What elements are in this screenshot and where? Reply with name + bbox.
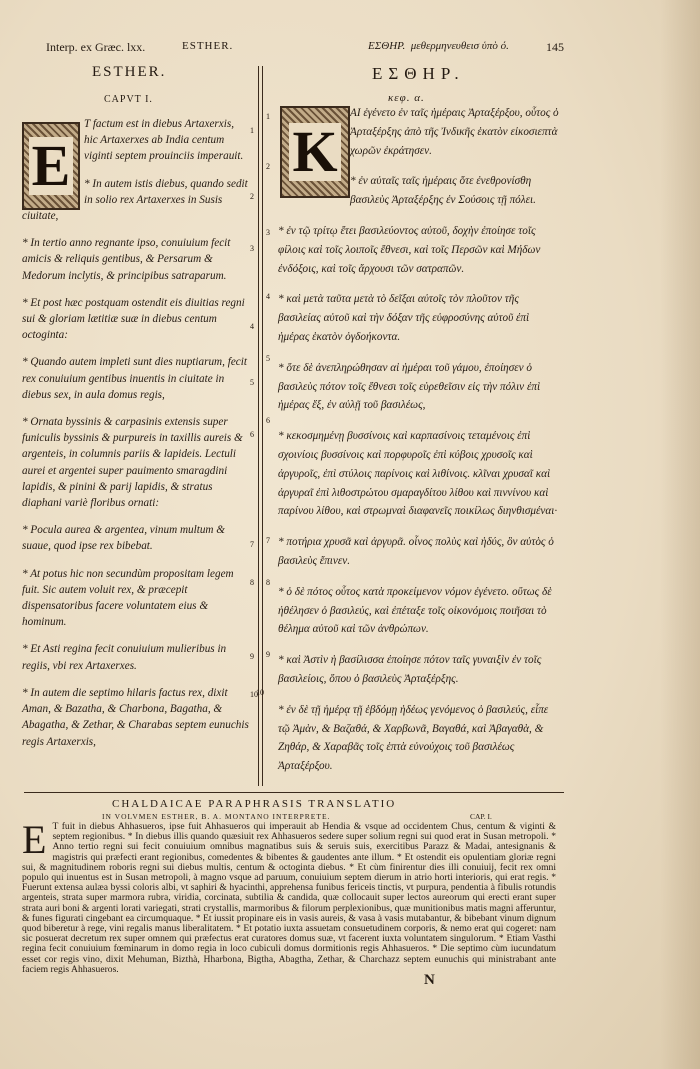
latin-verse-number: 7 [250,540,254,549]
chaldaic-subheading: IN VOLVMEN ESTHER, B. A. MONTANO INTERPRETE. [102,812,331,821]
greek-verse-number: 1 [266,112,270,121]
latin-chapter: CAPVT I. [104,94,153,105]
greek-dropcap-letter: K [289,123,340,181]
running-head-greek-sub: μεθερμηνευθεισ ὑπὸ ό. [410,40,509,52]
greek-verse-number: 3 [266,228,270,237]
column-rule-left [258,66,259,786]
greek-verse-number: 7 [266,536,270,545]
latin-verse: * Quando autem impleti sunt dies nuptiarum, fecit rex conuiuium gentibus inuentis in ciuitate in diebus sex, in aula domus regis, [22,356,247,401]
latin-verse-number: 1 [250,126,254,135]
running-head-left: Interp. ex Græc. lxx. [46,40,146,54]
latin-dropcap-letter: E [29,137,74,195]
greek-verse: * ποτήρια χρυσᾶ καὶ ἀργυρᾶ. οἶνος πολὺς καὶ ἡδύς, ὃν αὐτὸς ὁ βασιλεὺς ἔπινεν. [278,536,554,567]
latin-verse-number: 2 [250,192,254,201]
latin-column [22,116,250,761]
greek-verse: * ἐν αὐταῖς ταῖς ἡμέραις ὅτε ἐνεθρονίσθη βασιλεὺς Ἀρταξέρξης ἐν Σούσοις τῇ πόλει. [350,175,536,207]
greek-title: ΕΣΘΗΡ. [372,64,465,83]
chaldaic-dropcap: E [22,817,47,862]
running-head-greek [368,40,509,52]
column-rule-right [262,66,263,786]
greek-verse-number: 2 [266,162,270,171]
latin-verse: * Pocula aurea & argentea, vinum multum & suaue, quod ipse rex bibebat. [22,524,226,553]
latin-verse: * Et Asti regina fecit conuiuium mulieribus in regiis, vbi rex Artaxerxes. [22,643,227,672]
greek-chapter: κεφ. α. [388,92,425,104]
greek-dropcap-image [280,106,350,198]
greek-verse-number: 10 [256,688,264,697]
running-head-center: ESTHER. [182,40,234,52]
greek-verse-number: 5 [266,354,270,363]
greek-verse: * καὶ μετὰ ταῦτα μετὰ τὸ δεῖξαι αὐτοῖς τὸν πλοῦτον τῆς βασιλείας αὐτοῦ καὶ τὴν δόξαν τῆς εὐφροσύνης αὐτοῦ ἐπὶ ἡμέρας ἑκατὸν ὀγδοήκοντα. [278,293,530,343]
greek-verse: * κεκοσμημένῃ βυσσίνοις καὶ καρπασίνοις τεταμένοις ἐπὶ σχοινίοις βυσσίνοις καὶ πορφυροῖς ἐπὶ κύβοις χρυσοῖς καὶ ἀργυροῖς, ἐπὶ στύλοις παρίνοις καὶ λιθίνοις. κλῖναι χρυσαῖ καὶ ἀργυραῖ ἐπὶ λιθοστρώτου σμαραγδίτου λίθου καὶ πιννίνου καὶ παρίνου λίθου, καὶ στρωμναὶ διαφανεῖς ποικίλως διηνθισμέναι· [278,430,558,518]
latin-verse-number: 6 [250,430,254,439]
latin-verse: * Ornata byssinis & carpasinis extensis super funiculis byssinis & purpureis in taxillis aureis & argenteis, in columnis pariis & lapideis. Lectuli aurei et argentei super pauimento smaragdini lapidis, & pinini & parij lapidis, & stratus diaphani variè floribus ornati: [22,416,243,510]
latin-verse: * Et post hæc postquam ostendit eis diuitias regni sui & gloriam lætitiæ suæ in diebus centum octoginta: [22,296,245,342]
greek-verse: * ὁ δὲ πότος οὗτος κατὰ προκείμενον νόμον ἐγένετο. οὕτως δὲ ἠθέλησεν ὁ βασιλεύς, καὶ ἐπέταξε τοῖς οἰκονόμοις ποιῆσαι τὸ θέλημα αὐτοῦ καὶ τῶν ἀνθρώπων. [278,585,552,636]
greek-verse: ΑΙ ἐγένετο ἐν ταῖς ἡμέραις Ἀρταξέρξου, οὗτος ὁ Ἀρταξέρξης ἀπὸ τῆς Ἰνδικῆς ἑκατὸν εἰκοσιεπτὰ χωρῶν ἐκράτησεν. [350,107,559,157]
greek-verse: * ὅτε δὲ ἀνεπληρώθησαν αἱ ἡμέραι τοῦ γάμου, ἐποίησεν ὁ βασιλεὺς πότον τοῖς ἔθνεσι τοῖς εὑρεθεῖσιν εἰς τὴν πόλιν ἐπὶ ἡμέρας ἕξ, ἐν αὐλῇ τοῦ βασιλέως, [278,361,541,412]
latin-verse-number: 8 [250,578,254,587]
latin-verse: * At potus hic non secundùm propositam legem fuit. Sic autem voluit rex, & præcepit dispensatoribus facere voluntatem eius & hominum. [22,567,234,629]
greek-verse-number: 4 [266,292,270,301]
greek-verse-number: 9 [266,650,270,659]
greek-column [278,104,560,788]
latin-verse: * In autem istis diebus, quando sedit in solio rex Artaxerxes in Susis ciuitate, [22,177,248,223]
greek-verse: * ἐν τῷ τρίτῳ ἔτει βασιλεύοντος αὐτοῦ, δοχὴν ἐποίησε τοῖς φίλοις καὶ τοῖς λοιποῖς ἔθνεσι, καὶ τοῖς Περσῶν καὶ Μήδων ἐνδόξοις, καὶ τοῖς ἄρχουσι τῶν σατραπῶν. [278,224,541,275]
latin-verse-number: 9 [250,652,254,661]
chaldaic-chapter: CAP. I. [470,812,492,821]
latin-verse-number: 5 [250,378,254,387]
latin-verse: * In tertio anno regnante ipso, conuiuium fecit amicis & reliquis gentibus, & Persarum & Medorum inclytis, & principibus satraparum. [22,237,231,282]
latin-verse-number: 10 [250,690,258,699]
latin-verse: * In autem die septimo hilaris factus rex, dixit Aman, & Bazatha, & Charbona, Bagatha, & Abagatha, & Zethar, & Charabas septem eunuchis regis Artaxerxis, [22,686,249,748]
latin-verse-number: 3 [250,244,254,253]
greek-verse: * καὶ Ἀστὶν ἡ βασίλισσα ἐποίησε πότον ταῖς γυναιξὶν ἐν τοῖς βασιλείοις, ὅπου ὁ βασιλεὺς Ἀρταξέρξης. [278,654,542,685]
running-head-greek-title: ΕΣΘΗΡ. [368,40,406,52]
latin-dropcap-image [22,122,80,210]
signature-mark: N [424,972,435,988]
latin-title: ESTHER. [92,64,167,80]
section-rule [24,792,564,793]
chaldaic-body: T fuit in diebus Ahhasueros, ipse fuit Ahhasueros qui imperauit ab Hendia & vsque ad occidentem Chus, centum & viginti & septem regionibus. * In diebus illis quando quæsiuit rex Ahhasueros sedere super solium regni sui quod erat in Susan metropoli. * Anno tertio regni sui fecit conuiuium omnibus magnatibus suis & seruis suis, exercitibus Parazz & Madai, antesignanis & magistris qui præfecti erant regionibus, comedentes & bibentes & gaudentes ante illum. * Et ostendit eis opulentiam gloriæ regni sui, & magnitudinem roboris regni sui diebus multis, centum & octoginta diebus. * Et cùm finirentur dies illi conuiuij, fecit rex omni populo qui inuentus est in Susan metropoli, à magno vsque ad paruum, conuiuium septem dierum in atrio horti interioris, qui erat regis. * Fuerunt extensa aulæa byssi coloris albi, vt saphiri & hyacinthi, apprehensa funibus fericeis tinctis, vt purpura, pendentia à fibulis rotundis argenteis, strata super marmora rubra, viridia, corcinata, subtilia & candida, quæ collocauit super lectos aureorum qui erecti erant super strata auri boni & argenti lorati variegati, strati crystallis, marmoribus & filorum perplexionibus, quæ munitionibus matis magni afferuntur, & funes figurati cingebant ea circumquaque. * Et iussit propinare eis in vasis aureis, & vasa à vasis mutabantur, & bibebant vinum dignum quod biberetur à rege, vini regalis manus liberalitatem. * Et potatio iuxta assuetam consuetudinem corporis, & nemo erat qui cogeret: nam sic posuerat decretum rex super omnem qui præfectus erat curatores domus suæ, vt facerent iuxta voluntatem singulorum. * Etiam Vasthi regina fecit conuiuium fœminarum in domo regia in loco cubiculi domus dormitionis regis Ahhasueros. * Die septimo cùm iucundatum esset cor regis vino, dixit Mehuman, Bizthà, Hharbona, Bigtha, Abagtha, Zethar, & Charchazz septem eunuchis qui ministrabant ante faciem regis Ahhasueros. [22,821,556,975]
page-number: 145 [546,40,564,54]
chaldaic-heading: CHALDAICAE PARAPHRASIS TRANSLATIO [112,798,397,810]
greek-verse-number: 8 [266,578,270,587]
chaldaic-text [22,817,556,975]
page-edge-shadow [660,0,700,1069]
latin-verse-number: 4 [250,322,254,331]
greek-verse: * ἐν δὲ τῇ ἡμέρᾳ τῇ ἑβδόμῃ ἡδέως γενόμενος ὁ βασιλεύς, εἶπε τῷ Ἀμὰν, & Βαζαθά, & Χαρβωνᾶ, Βαγαθά, καὶ Ἀβαγαθὰ, & Ζηθάρ, & Χαραβᾶς τοῖς ἑπτὰ εὐνούχοις τοῦ βασιλέως Ἀρταξέρξου. [278,703,549,773]
greek-verse-number: 6 [266,416,270,425]
latin-verse: T factum est in diebus Artaxerxis, hic Artaxerxes ab India centum viginti septem prouinciis imperauit. [84,118,244,163]
